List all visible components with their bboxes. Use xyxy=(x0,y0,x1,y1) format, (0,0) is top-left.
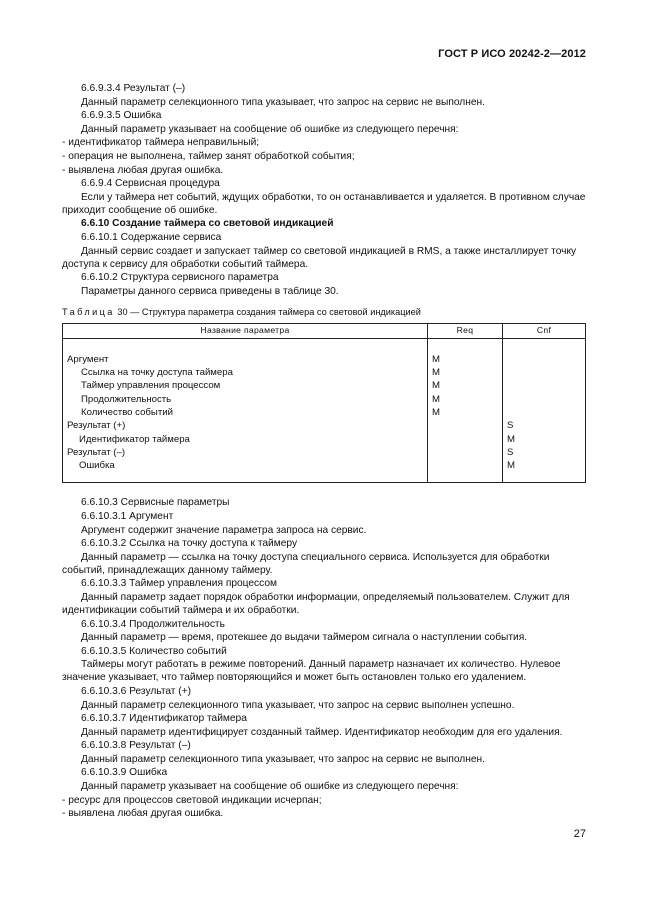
page-content xyxy=(62,82,588,821)
clause-heading: 6.6.9.3.4 Результат (–) xyxy=(81,83,186,94)
clause-heading: 6.6.10.3.4 Продолжительность xyxy=(81,618,225,630)
parameter-name: Ссылка на точку доступа таймера xyxy=(81,367,233,379)
clause-heading: 6.6.10.3.1 Аргумент xyxy=(81,510,174,522)
cnf-value xyxy=(503,338,586,366)
clause-heading: 6.6.9.4 Сервисная процедура xyxy=(81,178,220,190)
req-value: M xyxy=(428,338,503,366)
table-row xyxy=(63,366,586,379)
cnf-value xyxy=(503,366,586,379)
paragraph: Данный параметр селекционного типа указывает, что запрос на сервис выполнен успешно. xyxy=(81,699,515,711)
cnf-value xyxy=(503,393,586,406)
clause-heading: 6.6.10.3.9 Ошибка xyxy=(81,767,168,779)
clause-heading: 6.6.10.3.2 Ссылка на точку доступа к таймеру xyxy=(81,538,298,550)
parameter-name: Количество событий xyxy=(81,407,173,419)
table-row xyxy=(63,379,586,392)
clause-heading: 6.6.10.2 Структура сервисного параметра xyxy=(81,272,279,284)
clause-heading: 6.6.10.3.3 Таймер управления процессом xyxy=(81,578,278,590)
parameter-name: Результат (–) xyxy=(67,446,126,458)
paragraph: Параметры данного сервиса приведены в таблице 30. xyxy=(81,285,339,297)
list-item: - выявлена любая другая ошибка. xyxy=(62,164,224,176)
clause-heading: 6.6.10.3.6 Результат (+) xyxy=(81,685,192,697)
table-row xyxy=(63,338,586,366)
parameter-name: Таймер управления процессом xyxy=(81,380,221,392)
table-row xyxy=(63,433,586,446)
table-row xyxy=(63,419,586,432)
cnf-value: S xyxy=(503,446,586,459)
table-caption-label: Таблица xyxy=(62,306,115,317)
cnf-value xyxy=(503,379,586,392)
table-row xyxy=(63,406,586,419)
clause-heading: 6.6.10.3.8 Результат (–) xyxy=(81,740,191,752)
table-row xyxy=(63,393,586,406)
table-row xyxy=(63,459,586,483)
req-value xyxy=(428,446,503,459)
cnf-value: M xyxy=(503,459,586,483)
column-header: Req xyxy=(428,323,503,338)
paragraph: Данный сервис создает и запускает таймер со световой индикацией в RMS, а также инсталлирует точку доступа к сервису для обработки событий таймера. xyxy=(62,245,577,270)
clause-heading: 6.6.10.1 Содержание сервиса xyxy=(81,231,222,243)
paragraph: Данный параметр — время, протекшее до выдачи таймером сигнала о наступлении события. xyxy=(81,632,528,644)
paragraph: Данный параметр указывает на сообщение об ошибке из следующего перечня: xyxy=(81,781,459,793)
req-value: M xyxy=(428,406,503,419)
req-value xyxy=(428,459,503,483)
document-header: ГОСТ Р ИСО 20242-2—2012 xyxy=(438,48,586,60)
table-caption xyxy=(62,306,588,319)
paragraph: Аргумент содержит значение параметра запроса на сервис. xyxy=(81,524,367,536)
section-heading: 6.6.10 Создание таймера со световой индикацией xyxy=(81,218,334,230)
column-header: Название параметра xyxy=(63,323,428,338)
paragraph: Если у таймера нет событий, ждущих обработки, то он останавливается и удаляется. В противном случае приходит сообщение об ошибке. xyxy=(62,191,586,216)
clause-heading: 6.6.10.3.7 Идентификатор таймера xyxy=(81,713,247,725)
list-item: - операция не выполнена, таймер занят обработкой события; xyxy=(62,150,355,162)
req-value: M xyxy=(428,366,503,379)
req-value: M xyxy=(428,379,503,392)
cnf-value: M xyxy=(503,433,586,446)
page-number: 27 xyxy=(573,828,586,840)
paragraph: Таймеры могут работать в режиме повторений. Данный параметр назначает их количество. Нулевое значение указывает, что таймер повторяющийся и может быть остановлен только его удалением. xyxy=(62,659,561,684)
req-value xyxy=(428,419,503,432)
parameter-name: Аргумент xyxy=(67,353,109,365)
paragraph: Данный параметр задает порядок обработки информации, определяемый пользователем. Служит для идентификации событий таймера и их обработки. xyxy=(62,591,570,616)
parameter-table xyxy=(62,323,586,484)
paragraph: Данный параметр — ссылка на точку доступа специального сервиса. Используется для обработки событий, принадлежащих данному таймеру. xyxy=(62,551,550,576)
req-value: M xyxy=(428,393,503,406)
clause-heading: 6.6.9.3.5 Ошибка xyxy=(81,110,162,122)
clause-heading: 6.6.10.3.5 Количество событий xyxy=(81,645,227,657)
paragraph: Данный параметр указывает на сообщение об ошибке из следующего перечня: xyxy=(81,123,459,135)
parameter-name: Продолжительность xyxy=(81,393,172,405)
list-item: - ресурс для процессов световой индикации исчерпан; xyxy=(62,794,322,806)
cnf-value: S xyxy=(503,419,586,432)
list-item: - идентификатор таймера неправильный; xyxy=(62,137,260,149)
table-row xyxy=(63,446,586,459)
req-value xyxy=(428,433,503,446)
paragraph: Данный параметр селекционного типа указывает, что запрос на сервис не выполнен. xyxy=(81,753,485,765)
clause-heading: 6.6.10.3 Сервисные параметры xyxy=(81,497,230,509)
cnf-value xyxy=(503,406,586,419)
parameter-name: Ошибка xyxy=(79,460,115,472)
list-item: - выявлена любая другая ошибка. xyxy=(62,808,224,820)
paragraph: Данный параметр селекционного типа указывает, что запрос на сервис не выполнен. xyxy=(81,96,485,108)
paragraph: Данный параметр идентифицирует созданный таймер. Идентификатор необходим для его удаления. xyxy=(81,726,563,738)
column-header: Cnf xyxy=(503,323,586,338)
table-caption-text: 30 — Структура параметра создания таймера со световой индикацией xyxy=(117,306,421,317)
parameter-name: Результат (+) xyxy=(67,420,126,432)
parameter-name: Идентификатор таймера xyxy=(79,433,190,445)
